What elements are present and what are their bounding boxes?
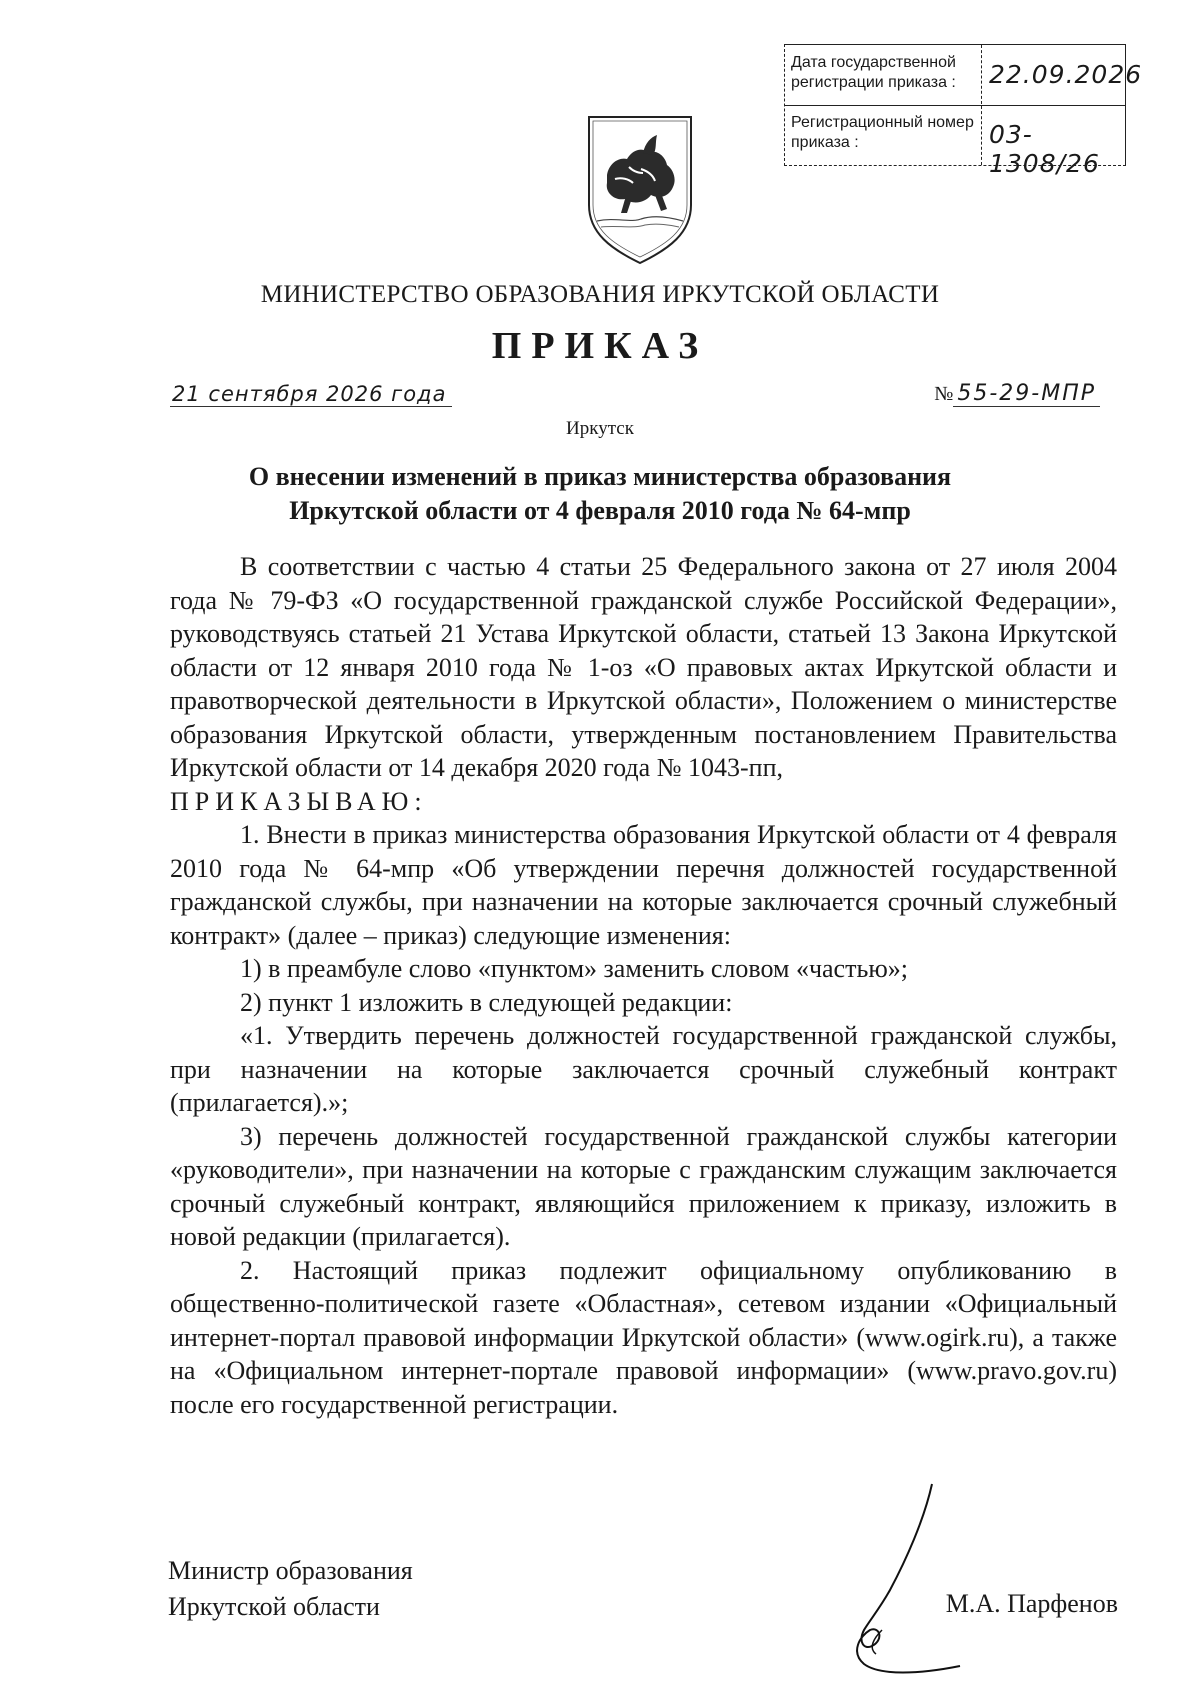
city: Иркутск bbox=[566, 418, 634, 439]
irkutsk-coat-of-arms-icon bbox=[585, 113, 695, 265]
order-number bbox=[934, 380, 1100, 406]
registration-stamp bbox=[784, 44, 1143, 178]
stamp-number-label: Регистрационный номер приказа : bbox=[791, 114, 974, 151]
item-1-paragraph: 1. Внести в приказ министерства образования Иркутской области от 4 февраля 2010 года № 64-мпр «Об утверждении перечня должностей государственной гражданской службы, при назначении на которые заключается срочный служебный контракт» (далее – приказ) следующие изменения: bbox=[170, 820, 1117, 950]
order-body bbox=[170, 550, 1117, 1421]
order-subject bbox=[0, 460, 1200, 528]
subject-line-2: Иркутской области от 4 февраля 2010 года № 64-мпр bbox=[289, 496, 911, 525]
handwritten-signature bbox=[820, 1480, 980, 1680]
subject-line-1: О внесении изменений в приказ министерства образования bbox=[248, 462, 952, 491]
document-type-title: ПРИКАЗ bbox=[491, 325, 709, 367]
item-1-subitem-1: 1) в преамбуле слово «пунктом» заменить словом «частью»; bbox=[240, 954, 908, 983]
preamble-paragraph: В соответствии с частью 4 статьи 25 Федерального закона от 27 июля 2004 года № 79-ФЗ «О государственной гражданской службе Российской Федерации», руководствуясь статьей 21 Устава Иркутской области, статьей 13 Закона Иркутской области от 12 января 2010 года № 1-оз «О правовых актах Иркутской области и правотворческой деятельности в Иркутской области», Положением о министерстве образования Иркутской области, утвержденным постановлением Правительства Иркутской области от 14 декабря 2020 года № 1043-пп, bbox=[170, 552, 1117, 782]
stamp-date-value: 22.09.2026 bbox=[989, 60, 1143, 89]
item-1-subitem-2-quote: «1. Утвердить перечень должностей государственной гражданской службы, при назначении на которые заключается срочный служебный контракт (прилагается).»; bbox=[170, 1021, 1117, 1117]
item-1-subitem-3: 3) перечень должностей государственной гражданской службы категории «руководители», при назначении на которые с гражданским служащим заключается срочный служебный контракт, являющийся приложением к приказу, изложить в новой редакции (прилагается). bbox=[170, 1121, 1117, 1251]
signer-name: М.А. Парфенов bbox=[945, 1589, 1118, 1618]
item-1-subitem-2: 2) пункт 1 изложить в следующей редакции: bbox=[240, 987, 733, 1017]
order-directive-word: ПРИКАЗЫВАЮ: bbox=[170, 786, 428, 816]
order-number-handwritten: 55-29-МПР bbox=[953, 381, 1100, 407]
stamp-row-date bbox=[785, 45, 1143, 106]
number-sign: № bbox=[934, 383, 954, 405]
signer-position-line-1: Министр образования bbox=[168, 1556, 413, 1585]
signer-position-line-2: Иркутской области bbox=[168, 1592, 380, 1621]
stamp-date-label: Дата государственной регистрации приказа : bbox=[791, 54, 956, 91]
item-2-paragraph: 2. Настоящий приказ подлежит официальному опубликованию в общественно-политической газете «Областная», сетевом издании «Официальный интернет-портал правовой информации Иркутской области» (www.ogirk.ru), а также на «Официальном интернет-портале правовой информации» (www.pravo.gov.ru) после его государственной регистрации. bbox=[170, 1255, 1117, 1419]
ministry-name: МИНИСТЕРСТВО ОБРАЗОВАНИЯ ИРКУТСКОЙ ОБЛАСТИ bbox=[260, 281, 940, 308]
order-date-handwritten: 21 сентября 2026 года bbox=[170, 382, 452, 407]
stamp-row-number bbox=[785, 105, 1125, 178]
stamp-number-value: 03-1308/26 bbox=[989, 120, 1100, 178]
signer-position bbox=[168, 1553, 413, 1625]
